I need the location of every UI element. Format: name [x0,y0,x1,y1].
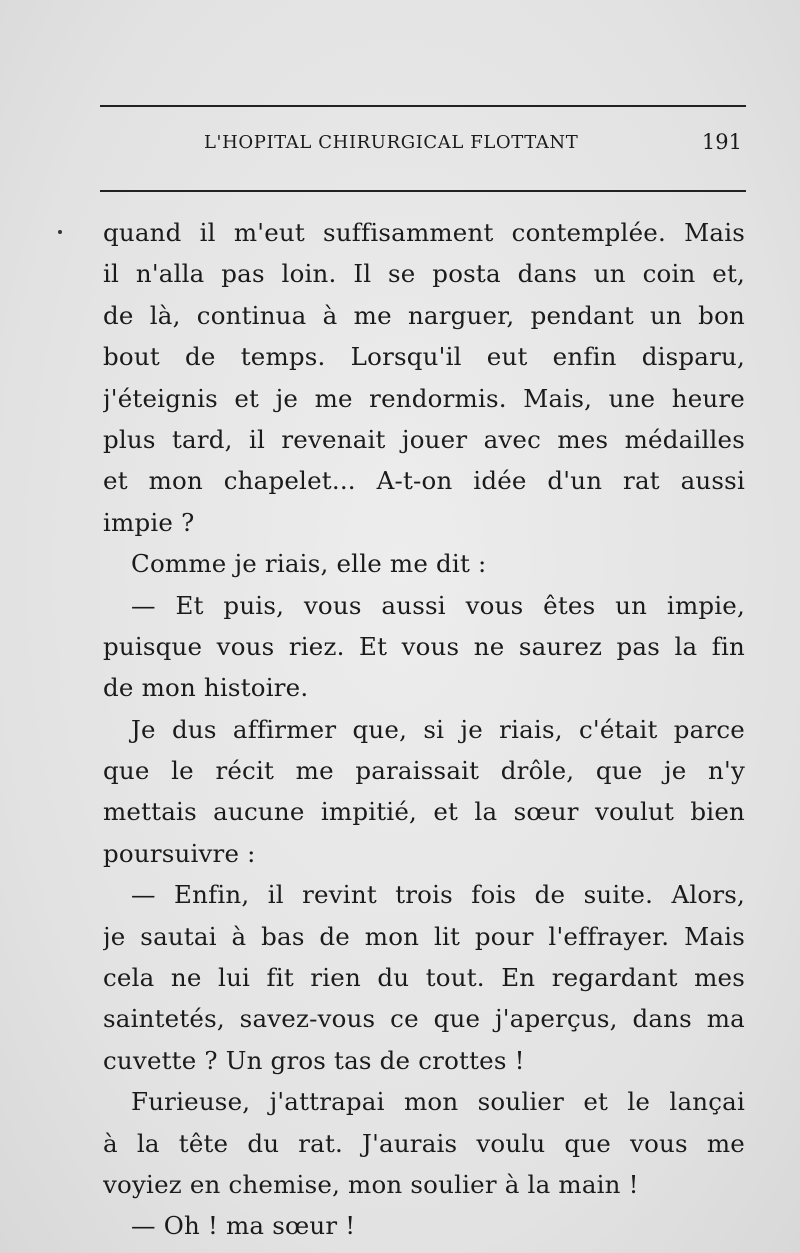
text-line: de mon histoire. [103,673,309,703]
text-line: Comme je riais, elle me dit : [131,549,487,579]
running-title: L'HOPITAL CHIRURGICAL FLOTTANT [204,132,579,153]
text-line: à la tête du rat. J'aurais voulu que vous me [103,1128,745,1158]
text-line: voyiez en chemise, mon soulier à la main ! [103,1169,639,1199]
text-line: que le récit me paraissait drôle, que je n'y [103,756,745,786]
text-line: et mon chapelet... A-t-on idée d'un rat aussi [103,466,745,496]
text-line: mettais aucune impitié, et la sœur voulut bien [103,797,745,827]
text-line: il n'alla pas loin. Il se posta dans un coin et, [103,259,745,289]
text-line: j'éteignis et je me rendormis. Mais, une heure [103,383,745,413]
text-line: — Oh ! ma sœur ! [131,1211,356,1241]
margin-mark [58,230,62,234]
text-line: Je dus affirmer que, si je riais, c'était parce [131,714,745,744]
text-line: bout de temps. Lorsqu'il eut enfin disparu, [103,342,745,372]
text-line: de là, continua à me narguer, pendant un bon [103,300,745,330]
text-line: — Enfin, il revint trois fois de suite. Alors, [131,880,745,910]
text-line: cuvette ? Un gros tas de crottes ! [103,1045,525,1075]
text-line: impie ? [103,507,195,537]
text-line: poursuivre : [103,838,256,868]
running-header [100,130,746,160]
text-line: cela ne lui fit rien du tout. En regardant mes [103,963,745,993]
header-bottom-rule [100,190,746,192]
text-line: plus tard, il revenait jouer avec mes médailles [103,424,745,454]
text-line: je sautai à bas de mon lit pour l'effrayer. Mais [103,921,745,951]
text-line: Furieuse, j'attrapai mon soulier et le lançai [131,1087,745,1117]
header-top-rule [100,105,746,107]
text-line: saintetés, savez-vous ce que j'aperçus, dans ma [103,1004,745,1034]
text-line: quand il m'eut suffisamment contemplée. Mais [103,218,745,247]
page-number: 191 [701,130,742,154]
text-line: — Et puis, vous aussi vous êtes un impie, [131,590,745,620]
text-line: puisque vous riez. Et vous ne saurez pas la fin [103,631,745,661]
body-text [103,212,745,1242]
